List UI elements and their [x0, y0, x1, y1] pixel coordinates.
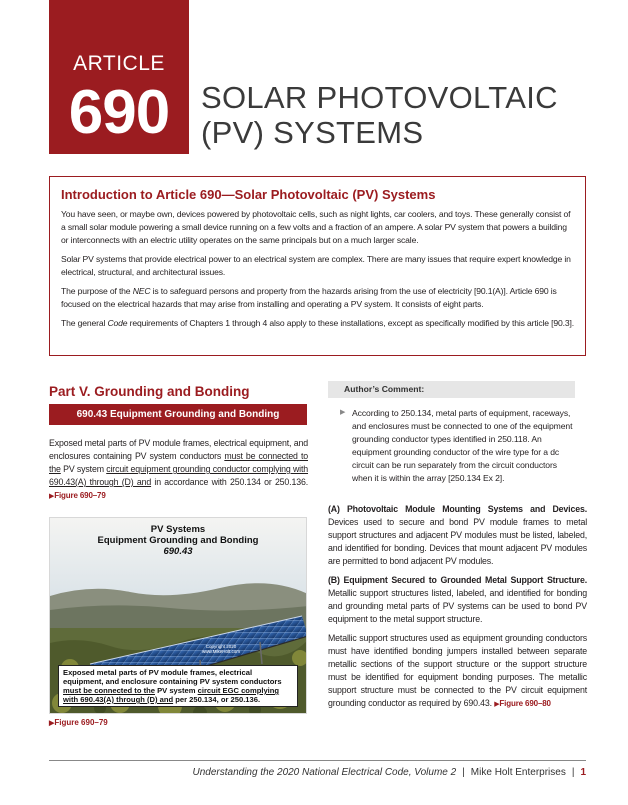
figure-690-79 — [49, 517, 307, 714]
figure-ref-arrow-icon: ▶ — [494, 701, 500, 708]
comment-bullet-icon: ▶ — [340, 409, 346, 416]
section-body — [49, 437, 308, 503]
figure-label — [49, 718, 108, 727]
right-column-body — [328, 503, 587, 717]
caption-underline-2: circuit EGC complying with 690.43(A) through (D) and — [63, 686, 280, 704]
page-number: 1 — [580, 767, 586, 778]
article-box — [49, 0, 189, 154]
footer-divider — [49, 760, 586, 761]
footer-publisher: Mike Holt Enterprises — [470, 767, 566, 778]
body-underline-1: must be connected to the — [49, 451, 308, 474]
intro-paragraph-2: Solar PV systems that provide electrical power to an electrical system are complex. There are many issues that require expert knowledge in electrical, structural, and architectural issues. — [61, 254, 571, 277]
intro-p4-text-a: The general — [61, 318, 108, 328]
section-heading: 690.43 Equipment Grounding and Bonding — [49, 404, 307, 425]
paragraph-a-text: Devices used to secure and bond PV module frames to metal support structures and adjacent PV modules must be listed, labeled, and identified for bonding. Devices that mount adjacent PV modules are permitted to bond adjacent PV modules. — [328, 517, 587, 566]
body-underline-2: circuit equipment grounding conductor complying with 690.43(A) through (D) and — [49, 464, 309, 487]
figure-label-arrow-icon: ▶ — [49, 720, 55, 727]
paragraph-b-text: Metallic support structures listed, labeled, and identified for bonding and grounding metal parts of PV systems can be used to bond PV equipment to the metal support structure. — [328, 588, 587, 624]
body-text-3: in accordance with 250.134 or 250.136. — [151, 477, 308, 487]
footer-separator: | — [462, 767, 465, 778]
intro-p3-nec: NEC — [132, 286, 151, 296]
intro-p3-text-b: is to safeguard persons and property from the hazards arising from the use of electricity [90.1(A)]. Article 690 is focused on the electrical hazards that may arise from installing and operating a PV system. It consists of eight parts. — [61, 286, 557, 309]
figure-title — [50, 524, 306, 557]
intro-p3-text-a: The purpose of the — [61, 286, 133, 296]
caption-underline-1: must be connected to the — [63, 686, 155, 695]
intro-p4-code: Code — [107, 318, 128, 328]
figure-title-line1: PV Systems — [150, 524, 206, 535]
article-title-line2: (PV) SYSTEMS — [201, 115, 424, 150]
intro-box — [49, 176, 586, 356]
figure-reference-link[interactable]: Figure 690–79 — [54, 491, 106, 500]
article-number: 690 — [68, 78, 170, 147]
copyright-line2: www.MikeHolt.com — [201, 649, 240, 654]
intro-paragraph-1: You have seen, or maybe own, devices powered by photovoltaic cells, such as night lights, car coolers, and toys. These generally consist of a small solar module powering a small device running on a few volts and a fraction of an ampere. A solar PV system that powers a building or interconnects with an electric utility operates on the same principals but on a much larger scale. — [61, 209, 571, 245]
footer-book-title: Understanding the 2020 National Electrical Code, Volume 2 — [192, 767, 457, 778]
footer-separator: | — [571, 767, 575, 778]
figure-label-text: Figure 690–79 — [54, 718, 108, 727]
caption-text-3: per 250.134, or 250.136. — [173, 695, 261, 704]
figure-ref-arrow-icon: ▶ — [49, 493, 55, 500]
article-title-line1: SOLAR PHOTOVOLTAIC — [201, 80, 558, 115]
caption-text-1: Exposed metal parts of PV module frames, electrical equipment, and enclosure containing PV system conductors — [63, 668, 282, 686]
figure-copyright — [194, 644, 248, 654]
paragraph-c-text: Metallic support structures used as equipment grounding conductors must have identified bonding jumpers installed between separate metallic sections of the support structure or the support structure must be identified for equipment bonding purposes. The metallic support structure must be connected to the PV circuit equipment grounding conductor as required by 690.43. — [328, 633, 587, 708]
caption-text-2: PV system — [154, 686, 198, 695]
intro-paragraph-4 — [61, 317, 574, 330]
authors-comment-header: Author’s Comment: — [328, 381, 575, 398]
intro-p4-text-b: requirements of Chapters 1 through 4 also apply to these installations, except as specifically modified by this article [90.3]. — [127, 318, 574, 328]
figure-title-section: 690.43 — [163, 546, 193, 557]
article-title — [201, 80, 558, 150]
paragraph-a-heading: (A) Photovoltaic Module Mounting Systems and Devices. — [328, 504, 587, 514]
figure-title-line2: Equipment Grounding and Bonding — [97, 535, 259, 546]
copyright-line1: Copyright 2020 — [205, 644, 237, 649]
paragraph-b — [328, 574, 587, 626]
figure-caption — [58, 665, 298, 707]
body-text-2: PV system — [60, 464, 107, 474]
paragraph-c — [328, 632, 587, 711]
part-title: Part V. Grounding and Bonding — [49, 384, 250, 399]
authors-comment-text: According to 250.134, metal parts of equipment, raceways, and enclosures must be connected to one of the equipment grounding conductor types identified in 250.118. An equipment grounding conductor of the wire type for a dc circuit can be run separately from the circuit conductors when it is within the array [250.134 Ex 2]. — [352, 408, 573, 483]
article-word: ARTICLE — [73, 52, 165, 75]
paragraph-a — [328, 503, 587, 568]
figure-reference-link[interactable]: Figure 690–80 — [499, 699, 551, 708]
body-text-1: Exposed metal parts of PV module frames, electrical equipment, and enclosures containing PV system conductors — [49, 438, 308, 461]
intro-paragraph-3 — [61, 285, 574, 311]
paragraph-b-heading: (B) Equipment Secured to Grounded Metal Support Structure. — [328, 575, 587, 585]
intro-title: Introduction to Article 690—Solar Photovoltaic (PV) Systems — [61, 187, 436, 202]
page-footer — [193, 767, 587, 778]
